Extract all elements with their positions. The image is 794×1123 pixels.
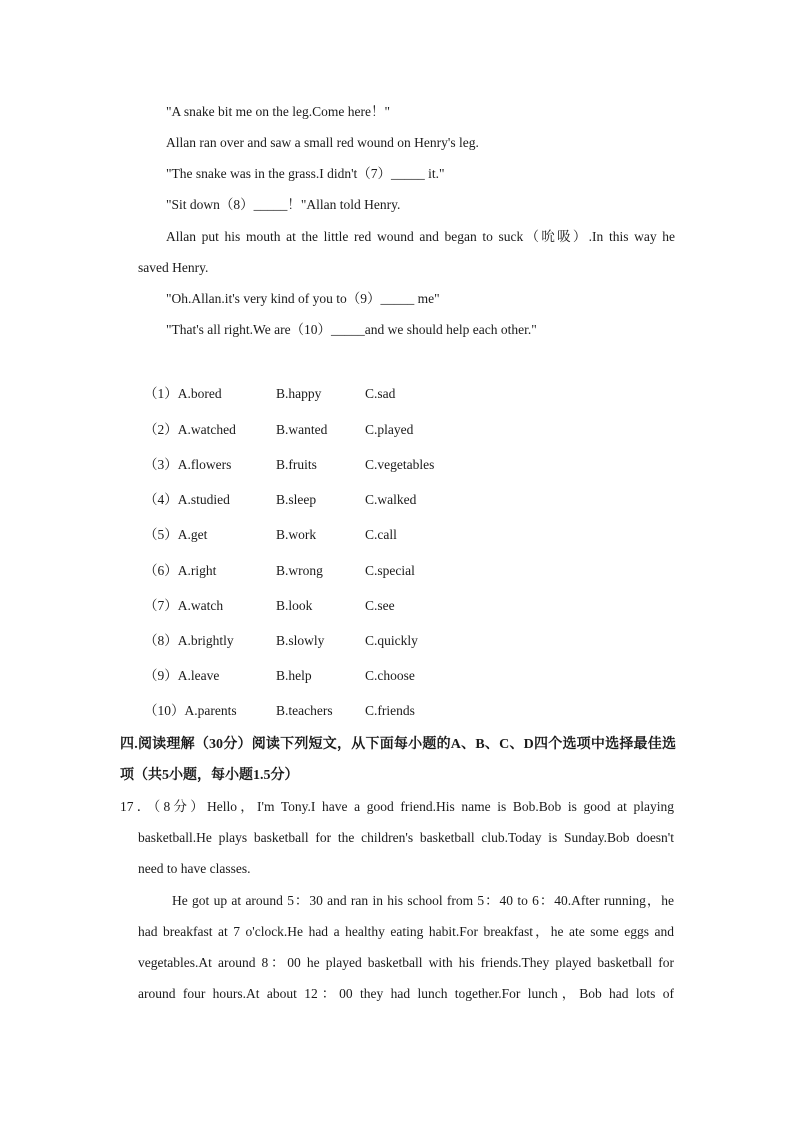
option-4-c: C.walked bbox=[365, 492, 417, 507]
option-1-c: C.sad bbox=[365, 386, 396, 401]
story-line-1: "A snake bit me on the leg.Come here！" bbox=[166, 104, 390, 119]
option-9-b: B.help bbox=[276, 668, 312, 683]
option-1-b: B.happy bbox=[276, 386, 322, 401]
option-4-b: B.sleep bbox=[276, 492, 317, 507]
option-10-b: B.teachers bbox=[276, 703, 333, 718]
option-6-c: C.special bbox=[365, 563, 415, 578]
option-4-a: （4）A.studied bbox=[144, 492, 230, 507]
option-5-c: C.call bbox=[365, 527, 397, 542]
option-2-c: C.played bbox=[365, 422, 414, 437]
option-2-b: B.wanted bbox=[276, 422, 328, 437]
option-8-b: B.slowly bbox=[276, 633, 325, 648]
option-10-c: C.friends bbox=[365, 703, 415, 718]
option-3-a: （3）A.flowers bbox=[144, 457, 232, 472]
story-line-8: "That's all right.We are（10）_____and we should help each other." bbox=[166, 322, 537, 337]
option-8-a: （8）A.brightly bbox=[144, 633, 234, 648]
option-7-b: B.look bbox=[276, 598, 313, 613]
story-line-2: Allan ran over and saw a small red wound on Henry's leg. bbox=[166, 135, 479, 150]
passage-line-6: vegetables.At around 8：00 he played basketball with his friends.They played basketball for bbox=[138, 955, 674, 970]
story-line-6: saved Henry. bbox=[138, 260, 209, 275]
option-3-c: C.vegetables bbox=[365, 457, 435, 472]
passage-line-5: had breakfast at 7 o'clock.He had a healthy eating habit.For breakfast，he ate some eggs and bbox=[138, 924, 674, 939]
option-1-a: （1）A.bored bbox=[144, 386, 222, 401]
option-10-a: （10）A.parents bbox=[144, 703, 237, 718]
story-line-5: Allan put his mouth at the little red wound and began to suck（吮吸）.In this way he bbox=[166, 229, 675, 244]
option-2-a: （2）A.watched bbox=[144, 422, 236, 437]
option-9-a: （9）A.leave bbox=[144, 668, 220, 683]
passage-line-7: around four hours.At about 12：00 they had lunch together.For lunch，Bob had lots of bbox=[138, 986, 674, 1001]
option-7-c: C.see bbox=[365, 598, 395, 613]
passage-line-3: need to have classes. bbox=[138, 861, 251, 876]
passage-line-2: basketball.He plays basketball for the children's basketball club.Today is Sunday.Bob doesn't bbox=[138, 830, 674, 845]
option-5-b: B.work bbox=[276, 527, 317, 542]
passage-line-1: 17．（8分）Hello，I'm Tony.I have a good friend.His name is Bob.Bob is good at playing bbox=[120, 799, 674, 814]
section-heading-line-1: 四.阅读理解（30分）阅读下列短文，从下面每小题的A、B、C、D四个选项中选择最佳选 bbox=[120, 737, 676, 752]
passage-line-4: He got up at around 5：30 and ran in his school from 5：40 to 6：40.After running，he bbox=[172, 893, 674, 908]
section-heading-line-2: 项（共5小题，每小题1.5分） bbox=[120, 768, 299, 783]
story-line-7: "Oh.Allan.it's very kind of you to（9）_____ me" bbox=[166, 291, 440, 306]
story-line-3: "The snake was in the grass.I didn't（7）_____ it." bbox=[166, 166, 445, 181]
option-6-a: （6）A.right bbox=[144, 563, 217, 578]
option-3-b: B.fruits bbox=[276, 457, 317, 472]
option-5-a: （5）A.get bbox=[144, 527, 208, 542]
option-7-a: （7）A.watch bbox=[144, 598, 224, 613]
story-line-4: "Sit down（8）_____！"Allan told Henry. bbox=[166, 197, 401, 212]
option-9-c: C.choose bbox=[365, 668, 415, 683]
option-8-c: C.quickly bbox=[365, 633, 418, 648]
option-6-b: B.wrong bbox=[276, 563, 323, 578]
